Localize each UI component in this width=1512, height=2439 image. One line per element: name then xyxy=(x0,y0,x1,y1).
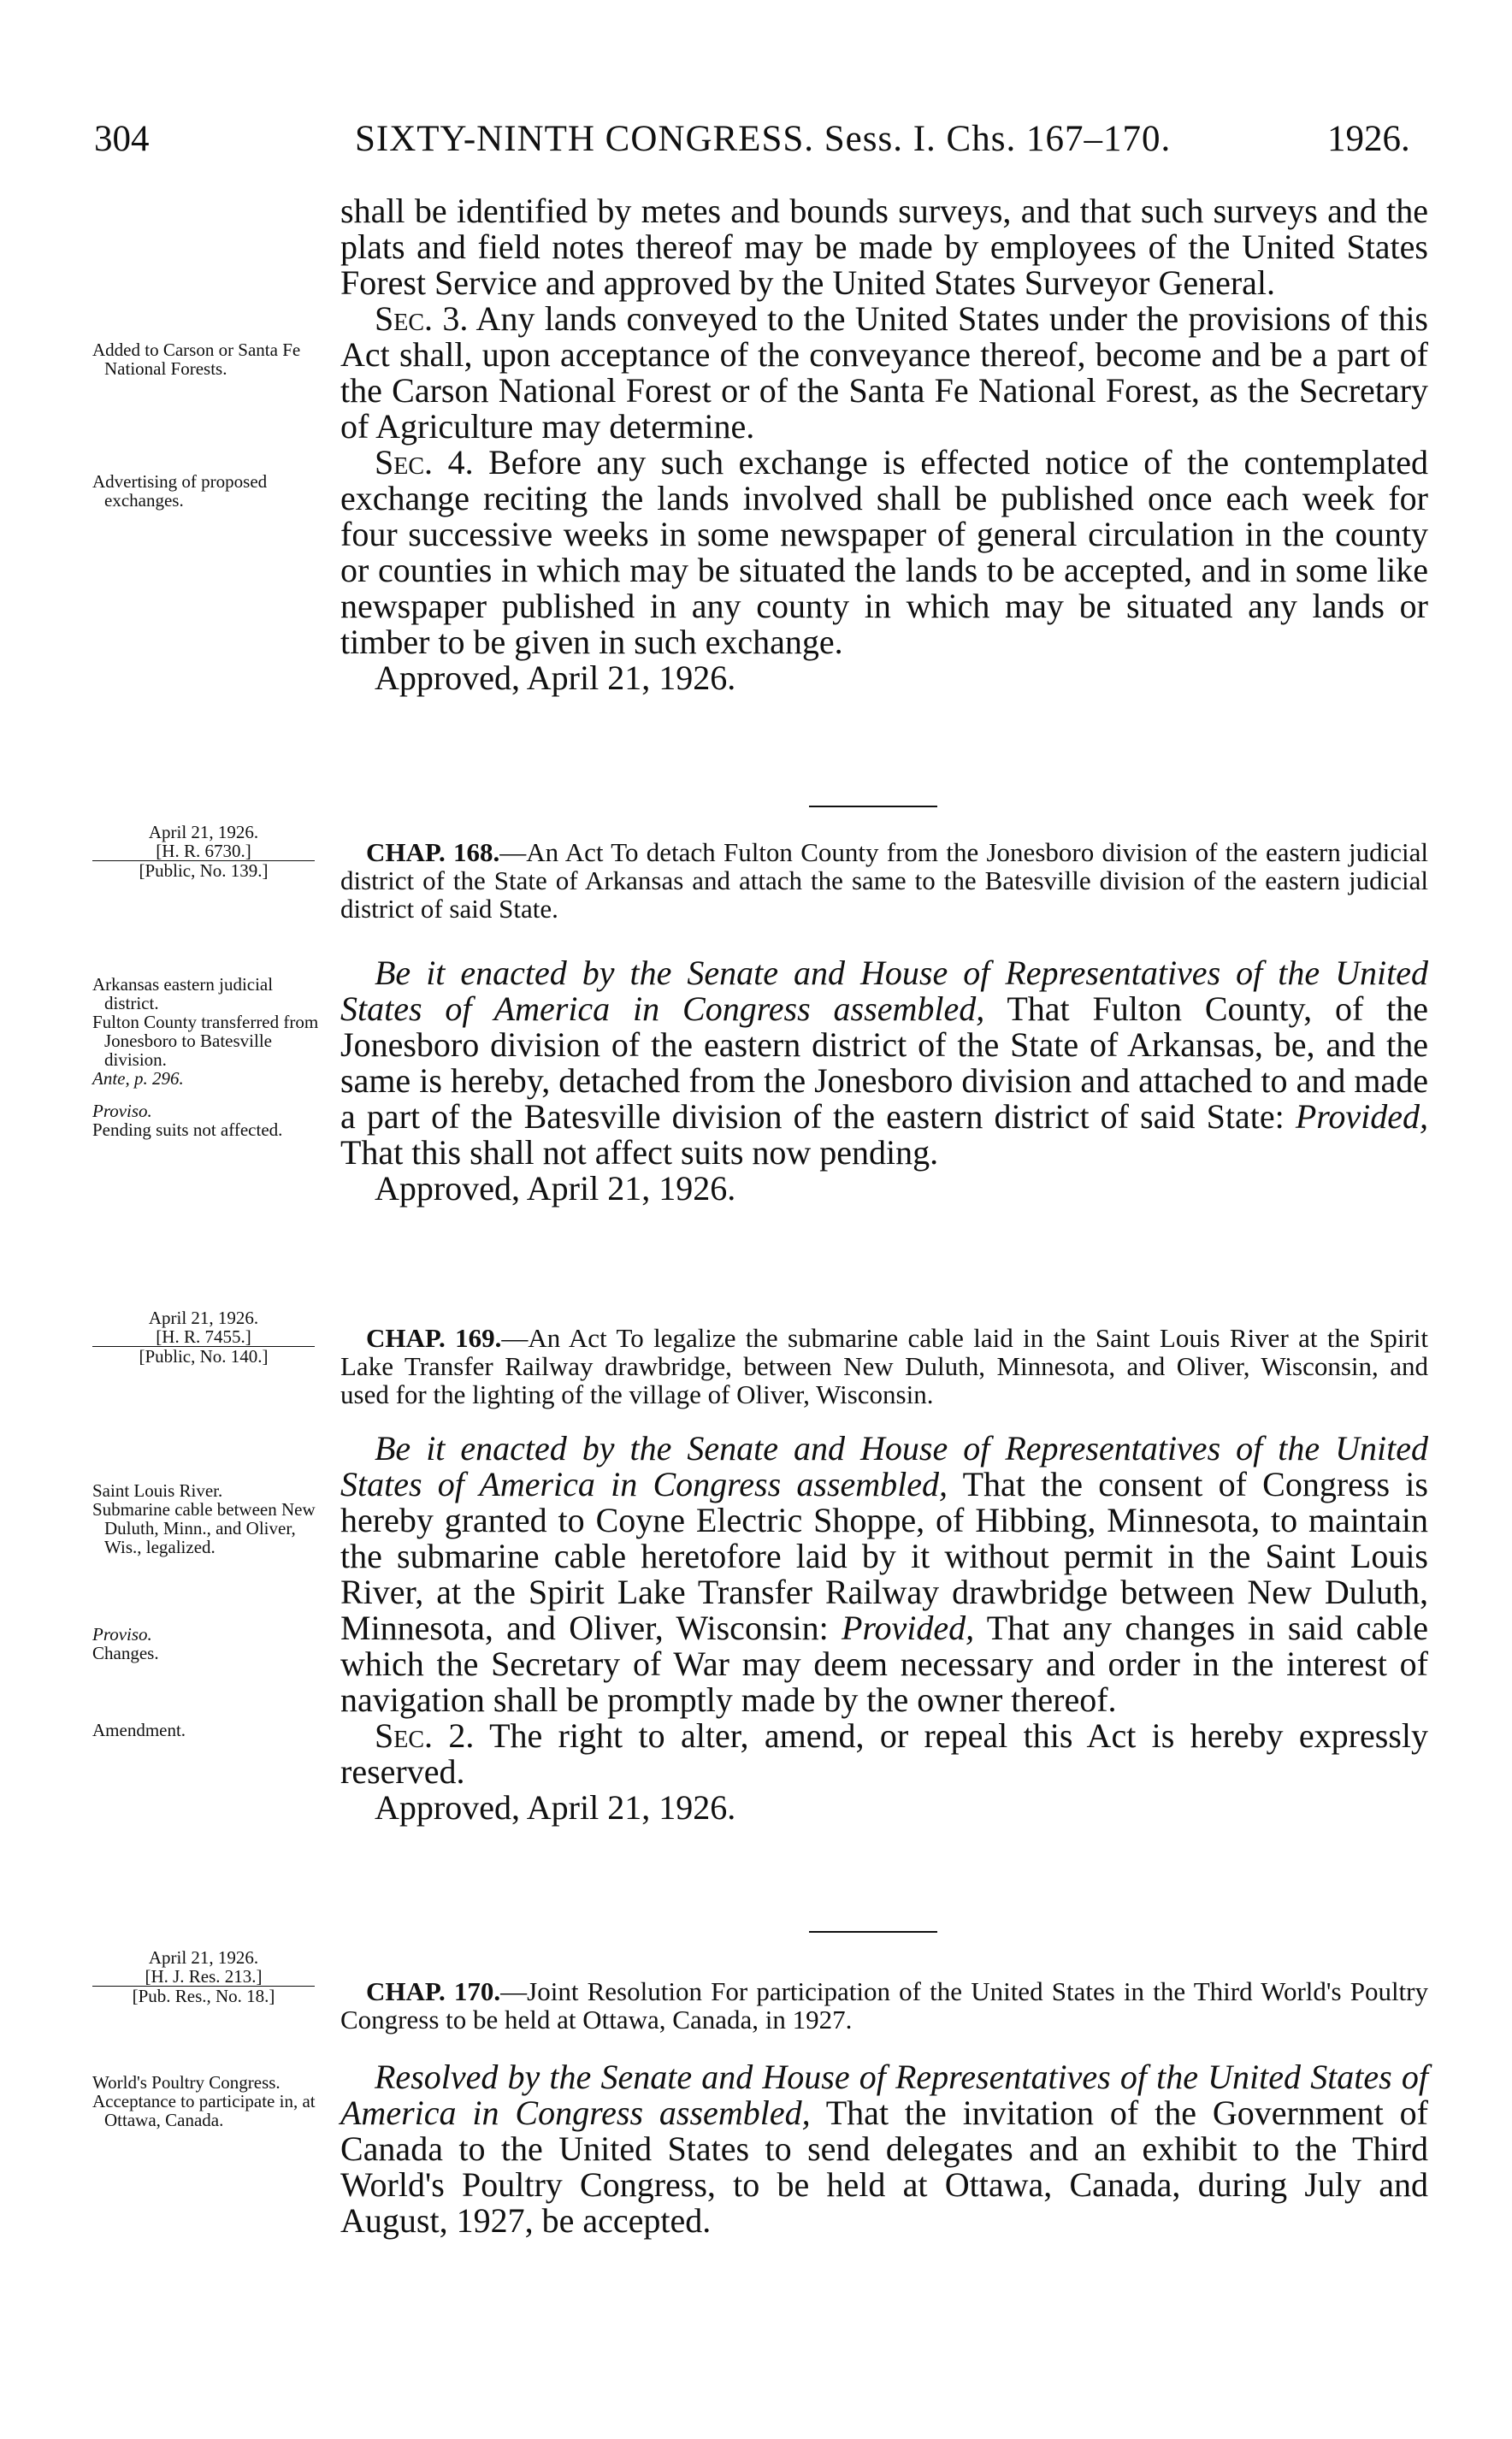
chap168-body xyxy=(340,955,1428,1171)
running-head: SIXTY-NINTH CONGRESS. Sess. I. Chs. 167–170. xyxy=(355,119,1172,159)
chap169-body-text: That the consent of Congress is hereby granted to Coyne Electric Shoppe, of Hibbing, Minnesota, to maintain the submarine cable heretofore laid by it without permit in the Saint Louis River, at the Spirit Lake Transfer Railway drawbridge between New Duluth, Minnesota, and Oliver, Wisconsin: xyxy=(340,1465,1428,1647)
section-3 xyxy=(340,301,1428,445)
section-3-label: Sec. 3. xyxy=(375,299,469,338)
chap169-sec2-text: The right to alter, amend, or repeal this Act is hereby expressly reserved. xyxy=(340,1716,1429,1791)
chap168-title xyxy=(340,838,1428,923)
margin-note-advertising: Advertising of proposed exchanges. xyxy=(92,471,268,511)
chap169-label: CHAP. 169. xyxy=(366,1323,502,1353)
continued-act xyxy=(340,193,1428,696)
chap168-proviso-text: That this shall not affect suits now pending. xyxy=(340,1133,939,1172)
chap169 xyxy=(340,1324,1428,1826)
chap168-margin-notes: Arkansas eastern judicial district. Fulton County transferred from Jonesboro to Batesville division. Ante, p. 296. Proviso. Pending suits not affected. xyxy=(92,974,319,1140)
chap168-approved: Approved, April 21, 1926. xyxy=(375,1169,736,1208)
page-number: 304 xyxy=(94,119,150,159)
chap169-sec2-label: Sec. 2. xyxy=(375,1716,475,1755)
chap170-label: CHAP. 170. xyxy=(366,1976,501,2006)
chap169-enacting-clause: Be it enacted by the Senate and House of Representatives of the United States of America in Congress assembled, xyxy=(340,1429,1428,1503)
chap170-title xyxy=(340,1977,1428,2034)
chap168-proviso-word: Provided, xyxy=(1295,1097,1429,1136)
chap169-title-text: —An Act To legalize the submarine cable laid in the Saint Louis River at the Spirit Lake Transfer Railway drawbridge, between New Duluth, Minnesota, and Oliver, Wisconsin, and used for the lighting of the village of Oliver, Wisconsin. xyxy=(340,1323,1428,1409)
chap169-margin-notes: Saint Louis River. Submarine cable between New Duluth, Minn., and Oliver, Wis., legalized. Proviso. Changes. Amendment. xyxy=(92,1480,316,1740)
chap170-margin-citation: April 21, 1926. [H. J. Res. 213.] [Pub. Res., No. 18.] xyxy=(92,1948,315,2005)
chap170-body-text: That the invitation of the Government of Canada to the United States to send delegates and an exhibit to the Third World's Poultry Congress, to be held at Ottawa, Canada, during July and August, 1927, be accepted. xyxy=(340,2094,1429,2240)
section-4-text: Before any such exchange is effected notice of the contemplated exchange reciting the lands involved shall be published once each week for four successive weeks in some newspaper of general circulation in the county or counties in which may be situated the lands to be accepted, and in some like newspaper published in any county in which may be situated any lands or timber to be given in such exchange. xyxy=(340,443,1429,661)
chap169-section-2 xyxy=(340,1718,1428,1790)
section-4 xyxy=(340,445,1428,660)
continued-act-body xyxy=(340,193,1428,660)
approved-line: Approved, April 21, 1926. xyxy=(375,658,736,697)
chap169-title xyxy=(340,1324,1428,1408)
chap168-label: CHAP. 168. xyxy=(366,837,500,867)
chap170-margin-notes: World's Poultry Congress. Acceptance to participate in, at Ottawa, Canada. xyxy=(92,2072,316,2130)
chap170-body xyxy=(340,2059,1428,2239)
chap170 xyxy=(340,1977,1428,2239)
chap169-proviso-text: That any changes in said cable which the Secretary of War may deem necessary and order in the interest of navigation shall be promptly made by the owner thereof. xyxy=(340,1609,1428,1719)
chap169-margin-citation: April 21, 1926. [H. R. 7455.] [Public, No. 140.] xyxy=(92,1308,315,1366)
chap168-title-text: —An Act To detach Fulton County from the Jonesboro division of the eastern judicial district of the State of Arkansas and attach the same to the Batesville division of the eastern judicial district of said State. xyxy=(340,837,1428,924)
chap168 xyxy=(340,838,1428,1207)
section-separator xyxy=(809,806,937,807)
chap169-text xyxy=(340,1431,1428,1718)
chap169-approved: Approved, April 21, 1926. xyxy=(375,1788,736,1827)
chap169-body xyxy=(340,1431,1428,1790)
chap170-resolving-clause: Resolved by the Senate and House of Representatives of the United States of America in Congress assembled, xyxy=(340,2058,1428,2132)
chap168-body-text: That Fulton County, of the Jonesboro division of the eastern district of the State of Arkansas, be, and the same is hereby, detached from the Jonesboro division and attached to and made a part of the Batesville division of the eastern district of said State: xyxy=(340,989,1428,1136)
chap168-margin-citation: April 21, 1926. [H. R. 6730.] [Public, No. 139.] xyxy=(92,823,315,880)
chap170-text xyxy=(340,2059,1428,2239)
chap168-enacting-clause: Be it enacted by the Senate and House of Representatives of the United States of America in Congress assembled, xyxy=(340,954,1428,1028)
continuation-text: shall be identified by metes and bounds surveys, and that such surveys and the plats and field notes thereof may be made by employees of the United States Forest Service and approved by the United States Surveyor General. xyxy=(340,192,1428,302)
chap170-title-text: —Joint Resolution For participation of the United States in the Third World's Poultry Congress to be held at Ottawa, Canada, in 1927. xyxy=(340,1976,1428,2034)
section-3-text: Any lands conveyed to the United States under the provisions of this Act shall, upon acceptance of the conveyance thereof, become and be a part of the Carson National Forest or of the Santa Fe National Forest, as the Secretary of Agriculture may determine. xyxy=(340,299,1428,446)
section-4-label: Sec. 4. xyxy=(375,443,474,481)
page-header xyxy=(0,0,1512,188)
running-head-year: 1926. xyxy=(1327,119,1410,159)
section-separator-2 xyxy=(809,1931,937,1933)
margin-note-added-forests: Added to Carson or Santa Fe National Forests. xyxy=(92,340,301,379)
chap169-proviso-word: Provided, xyxy=(842,1609,975,1647)
chap168-text xyxy=(340,955,1428,1171)
